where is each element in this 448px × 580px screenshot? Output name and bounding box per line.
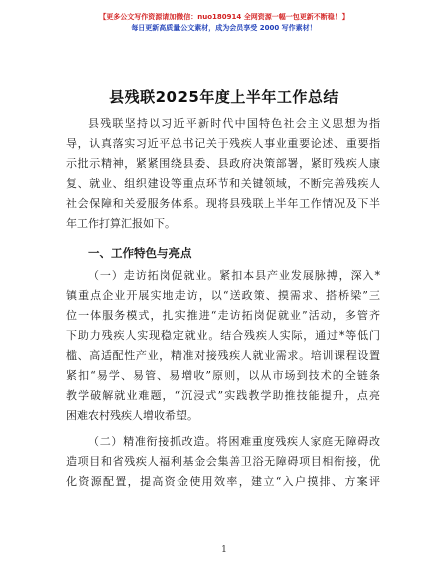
text-line: 复、就业、组织建设等重点环节和关键领域，不断完善残疾人 (66, 177, 380, 190)
text-line: 槛、高适配性产业，精准对接残疾人就业需求。培训课程设置 (66, 349, 380, 362)
text-line: 导，认真落实习近平总书记关于残疾人事业重要论述、重要指 (66, 137, 380, 150)
text-line: 年工作打算汇报如下。 (66, 217, 176, 230)
text-line: 示批示精神，紧紧围绕县委、县政府决策部署，紧盯残疾人康 (66, 157, 380, 170)
page-number: 1 (221, 545, 227, 555)
text-line: 教学破解就业难题，“沉浸式”实践教学助推技能提升，点亮 (66, 389, 380, 402)
text-line: 困难农村残疾人增收希望。 (66, 409, 198, 422)
text-line: 下助力残疾人实现稳定就业。结合残疾人实际，通过*等低门 (66, 329, 380, 342)
paragraph-visit-employment (66, 266, 380, 426)
text-line: 造项目和省残疾人福利基金会集善卫浴无障碍项目相衔接，优 (66, 455, 380, 468)
promo-line-1: 【更多公文写作资源请加微信：nuo180914 全网资源一幅一包更新不断稳！】 (99, 13, 349, 21)
text-line: 县残联坚持以习近平新时代中国特色社会主义思想为指 (88, 117, 380, 130)
paragraph-renovation (66, 432, 380, 492)
promo-line-2: 每日更新高质量公文素材，成为会员享受 2000 写作素材！ (131, 24, 317, 32)
document-title: 县残联2025年度上半年工作总结 (109, 88, 339, 106)
text-line: 镇重点企业开展实地走访，以“送政策、摸需求、搭桥梁”三 (66, 289, 380, 302)
promo-banner (0, 12, 448, 34)
text-line: 社会保障和关爱服务体系。现将县残联上半年工作情况及下半 (66, 197, 380, 210)
section-heading: 一、工作特色与亮点 (88, 246, 192, 260)
text-line: 化资源配置，提高资金使用效率，建立“入户摸排、方案评 (66, 475, 380, 488)
text-line: （一）走访拓岗促就业。紧扣本县产业发展脉搏，深入* (88, 269, 380, 282)
intro-paragraph (66, 114, 380, 234)
text-line: 位一体服务模式，扎实推进“走访拓岗促就业”活动，多管齐 (66, 309, 380, 322)
document-body (66, 114, 380, 492)
text-line: 紧扣“易学、易管、易增收”原则，以从市场到技术的全链条 (66, 369, 380, 382)
text-line: （二）精准衔接抓改造。将困难重度残疾人家庭无障碍改 (88, 435, 380, 448)
